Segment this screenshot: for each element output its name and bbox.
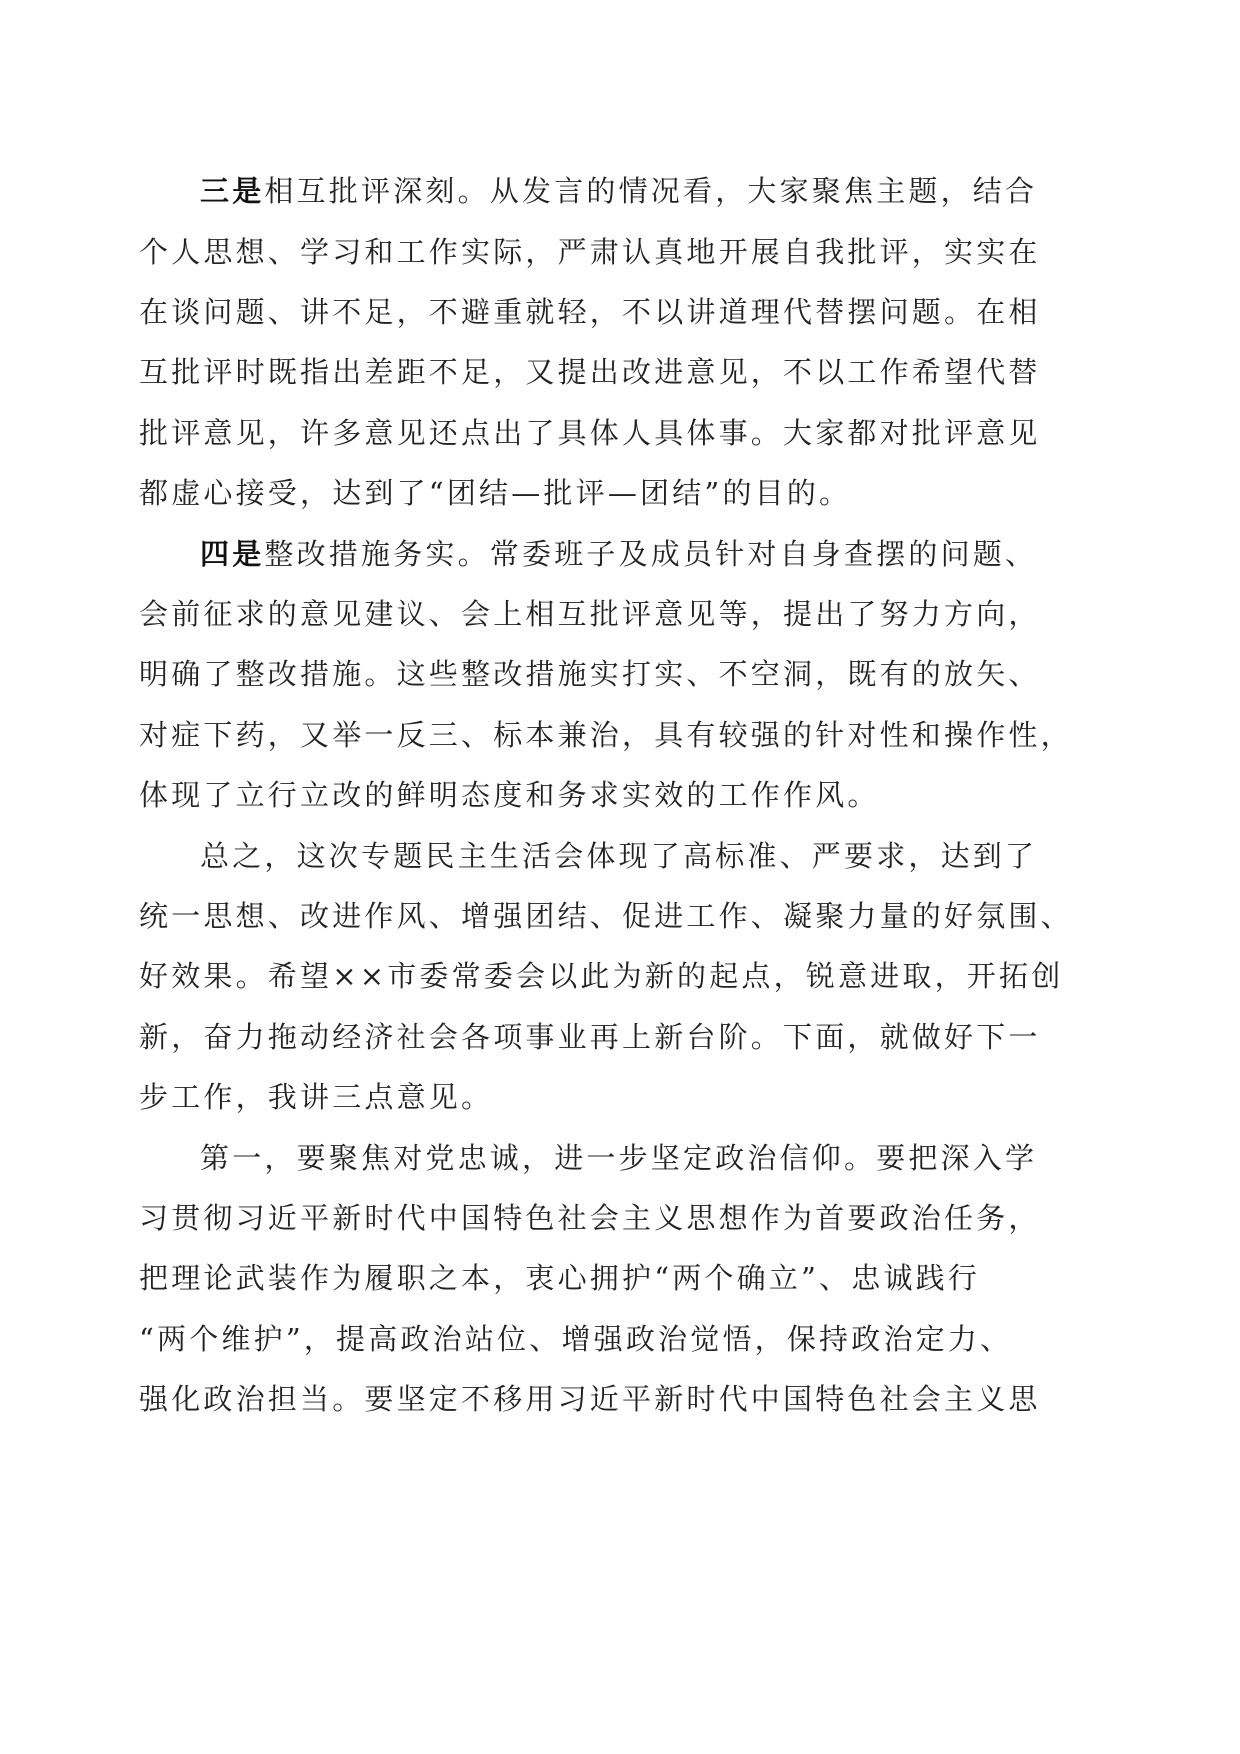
- line-text: 第一，要聚焦对党忠诚，进一步坚定政治信仰。要把深入学: [200, 1141, 1038, 1175]
- paragraph-first-point-line-5: [0, 1365, 1240, 1433]
- line-text: 明确了整改措施。这些整改措施实打实、不空洞，既有的放矢、: [139, 657, 1041, 691]
- paragraph-summary-line-5: [0, 1063, 1240, 1131]
- line-text: 都虚心接受，达到了“团结—批评—团结”的目的。: [139, 476, 852, 510]
- paragraph-3-line-3: [0, 278, 1240, 346]
- line-text: 相互批评深刻。从发言的情况看，大家聚焦主题，结合: [264, 174, 1038, 208]
- paragraph-summary-line-1: [0, 822, 1240, 890]
- line-text: “两个维护”，提高政治站位、增强政治觉悟，保持政治定力、: [139, 1322, 1013, 1356]
- paragraph-3-line-1: [0, 157, 1240, 225]
- line-text: 统一思想、改进作风、增强团结、促进工作、凝聚力量的好氛围、: [139, 899, 1073, 933]
- paragraph-first-point-line-2: [0, 1184, 1240, 1252]
- paragraph-3-line-5: [0, 399, 1240, 467]
- line-text: 体现了立行立改的鲜明态度和务求实效的工作作风。: [139, 778, 880, 812]
- paragraph-summary-line-2: [0, 882, 1240, 950]
- paragraph-4-line-4: [0, 701, 1240, 769]
- line-text: 会前征求的意见建议、会上相互批评意见等，提出了努力方向，: [139, 597, 1041, 631]
- paragraph-4-line-5: [0, 761, 1240, 829]
- paragraph-lead-four: 四是: [200, 537, 265, 571]
- paragraph-3-line-2: [0, 218, 1240, 286]
- paragraph-summary-line-3: [0, 942, 1240, 1010]
- line-text: 强化政治担当。要坚定不移用习近平新时代中国特色社会主义思: [139, 1382, 1041, 1416]
- line-text: 总之，这次专题民主生活会体现了高标准、严要求，达到了: [200, 839, 1038, 873]
- line-text: 新，奋力拖动经济社会各项事业再上新台阶。下面，就做好下一: [139, 1020, 1041, 1054]
- paragraph-4-line-1: [0, 520, 1240, 588]
- paragraph-summary-line-4: [0, 1003, 1240, 1071]
- line-text: 互批评时既指出差距不足，又提出改进意见，不以工作希望代替: [139, 355, 1041, 389]
- line-text: 好效果。希望××市委常委会以此为新的起点，锐意进取，开拓创: [139, 959, 1064, 993]
- line-text: 习贯彻习近平新时代中国特色社会主义思想作为首要政治任务，: [139, 1201, 1041, 1235]
- line-text: 在谈问题、讲不足，不避重就轻，不以讲道理代替摆问题。在相: [139, 295, 1041, 329]
- paragraph-first-point-line-4: [0, 1305, 1240, 1373]
- line-text: 步工作，我讲三点意见。: [139, 1080, 494, 1114]
- paragraph-4-line-2: [0, 580, 1240, 648]
- line-text: 对症下药，又举一反三、标本兼治，具有较强的针对性和操作性，: [139, 718, 1073, 752]
- paragraph-lead-three: 三是: [200, 174, 265, 208]
- line-text: 把理论武装作为履职之本，衷心拥护“两个确立”、忠诚践行: [139, 1261, 981, 1295]
- line-text: 批评意见，许多意见还点出了具体人具体事。大家都对批评意见: [139, 416, 1041, 450]
- paragraph-3-line-4: [0, 338, 1240, 406]
- line-text: 整改措施务实。常委班子及成员针对自身查摆的问题、: [264, 537, 1038, 571]
- line-text: 个人思想、学习和工作实际，严肃认真地开展自我批评，实实在: [139, 235, 1041, 269]
- paragraph-3-line-6: [0, 459, 1240, 527]
- paragraph-4-line-3: [0, 640, 1240, 708]
- paragraph-first-point-line-3: [0, 1244, 1240, 1312]
- paragraph-first-point-line-1: [0, 1124, 1240, 1192]
